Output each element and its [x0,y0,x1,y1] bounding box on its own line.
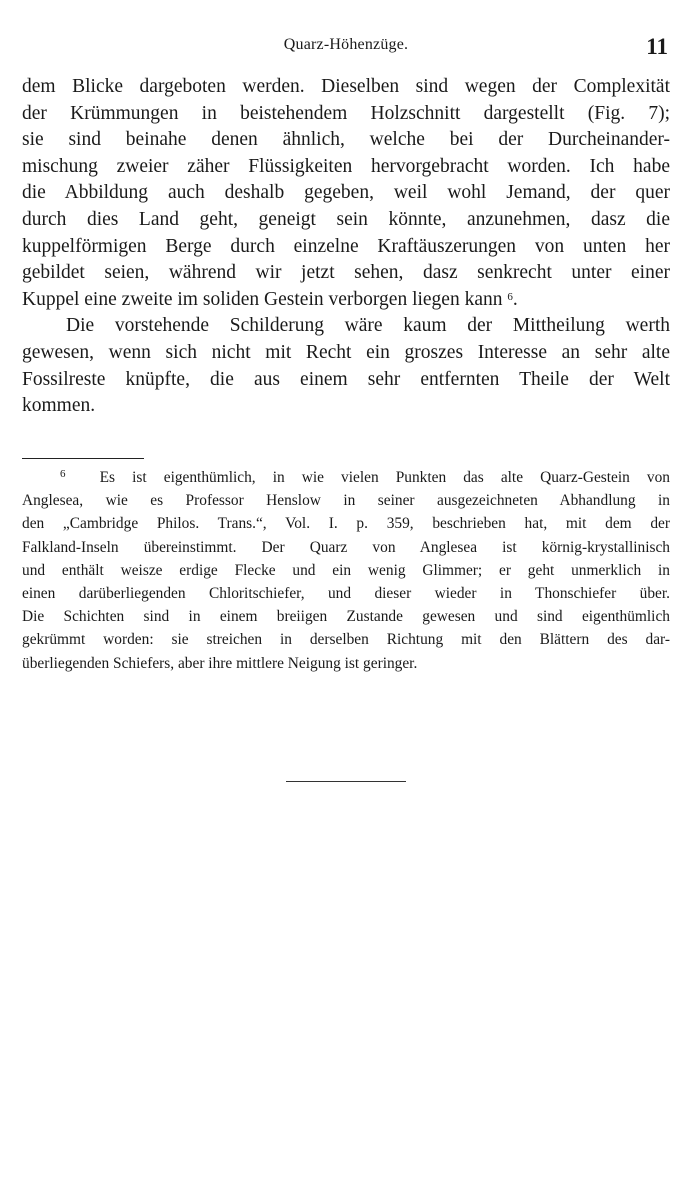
text-line: sie sind beinahe denen ähnlich, welche bei der Durcheinander- [22,129,670,151]
main-text [22,74,670,420]
footnote-block [22,466,670,675]
footnote-line: und enthält weisze erdige Flecke und ein wenig Glimmer; er geht unmerklich in [22,561,670,579]
footnote-separator [22,458,144,459]
footnote-line: Die Schichten sind in einem breiigen Zustande gewesen und sind eigenthümlich [22,608,670,626]
running-header [22,34,670,60]
text-line: dem Blicke dargeboten werden. Dieselben sind wegen der Complexität [22,76,670,97]
text-line: kommen. [22,395,96,417]
footnote-line: einen darüberliegenden Chloritschiefer, und dieser wieder in Thonschiefer über. [22,585,670,603]
page-number: 11 [646,34,668,59]
section-end-rule [286,781,406,782]
text-line: Kuppel eine zweite im soliden Gestein verborgen liegen kann [22,288,503,310]
footnote-first-line [22,466,670,489]
text-line: mischung zweier zäher Flüssigkeiten hervorgebracht worden. Ich habe [22,155,670,177]
footnote-line: Anglesea, wie es Professor Henslow in seiner ausgezeichneten Abhandlung in [22,492,670,510]
text-line: Fossilreste knüpfte, die aus einem sehr entfernten Theile der Welt [22,368,670,390]
running-title: Quarz-Höhenzüge. [283,36,409,53]
paragraph-start-line: Die vorstehende Schilderung wäre kaum der Mittheilung werth [66,315,670,337]
text-line: gewesen, wenn sich nicht mit Recht ein groszes Interesse an sehr alte [22,341,670,363]
footnote-marker: 6 [60,468,66,480]
text-line: gebildet seien, während wir jetzt sehen, dasz senkrecht unter einer [22,262,670,284]
text-line: die Abbildung auch deshalb gegeben, weil wohl Jemand, der quer [22,182,670,204]
footnote-line: Falkland-Inseln übereinstimmt. Der Quarz von Anglesea ist körnig-krystallinisch [22,538,670,556]
text-line: der Krümmungen in beistehendem Holzschnitt dargestellt (Fig. 7); [22,102,670,124]
footnote-reference-suffix: . [512,288,518,310]
text-line: kuppelförmigen Berge durch einzelne Kraftäuszerungen von unten her [22,235,670,257]
footnote-line: den „Cambridge Philos. Trans.“, Vol. I. p. 359, beschrieben hat, mit dem der [22,515,670,533]
text-line-with-footnote [22,287,670,314]
footnote-reference[interactable]: 6 [507,290,513,303]
footnote-line: Es ist eigenthümlich, in wie vielen Punkten das alte Quarz-Gestein von [99,469,670,486]
footnote-line: gekrümmt worden: sie streichen in derselben Richtung mit den Blättern des dar- [22,631,670,649]
text-line: durch dies Land geht, geneigt sein könnte, anzunehmen, dasz die [22,208,670,230]
footnote-line: überliegenden Schiefers, aber ihre mittlere Neigung ist geringer. [22,654,418,672]
